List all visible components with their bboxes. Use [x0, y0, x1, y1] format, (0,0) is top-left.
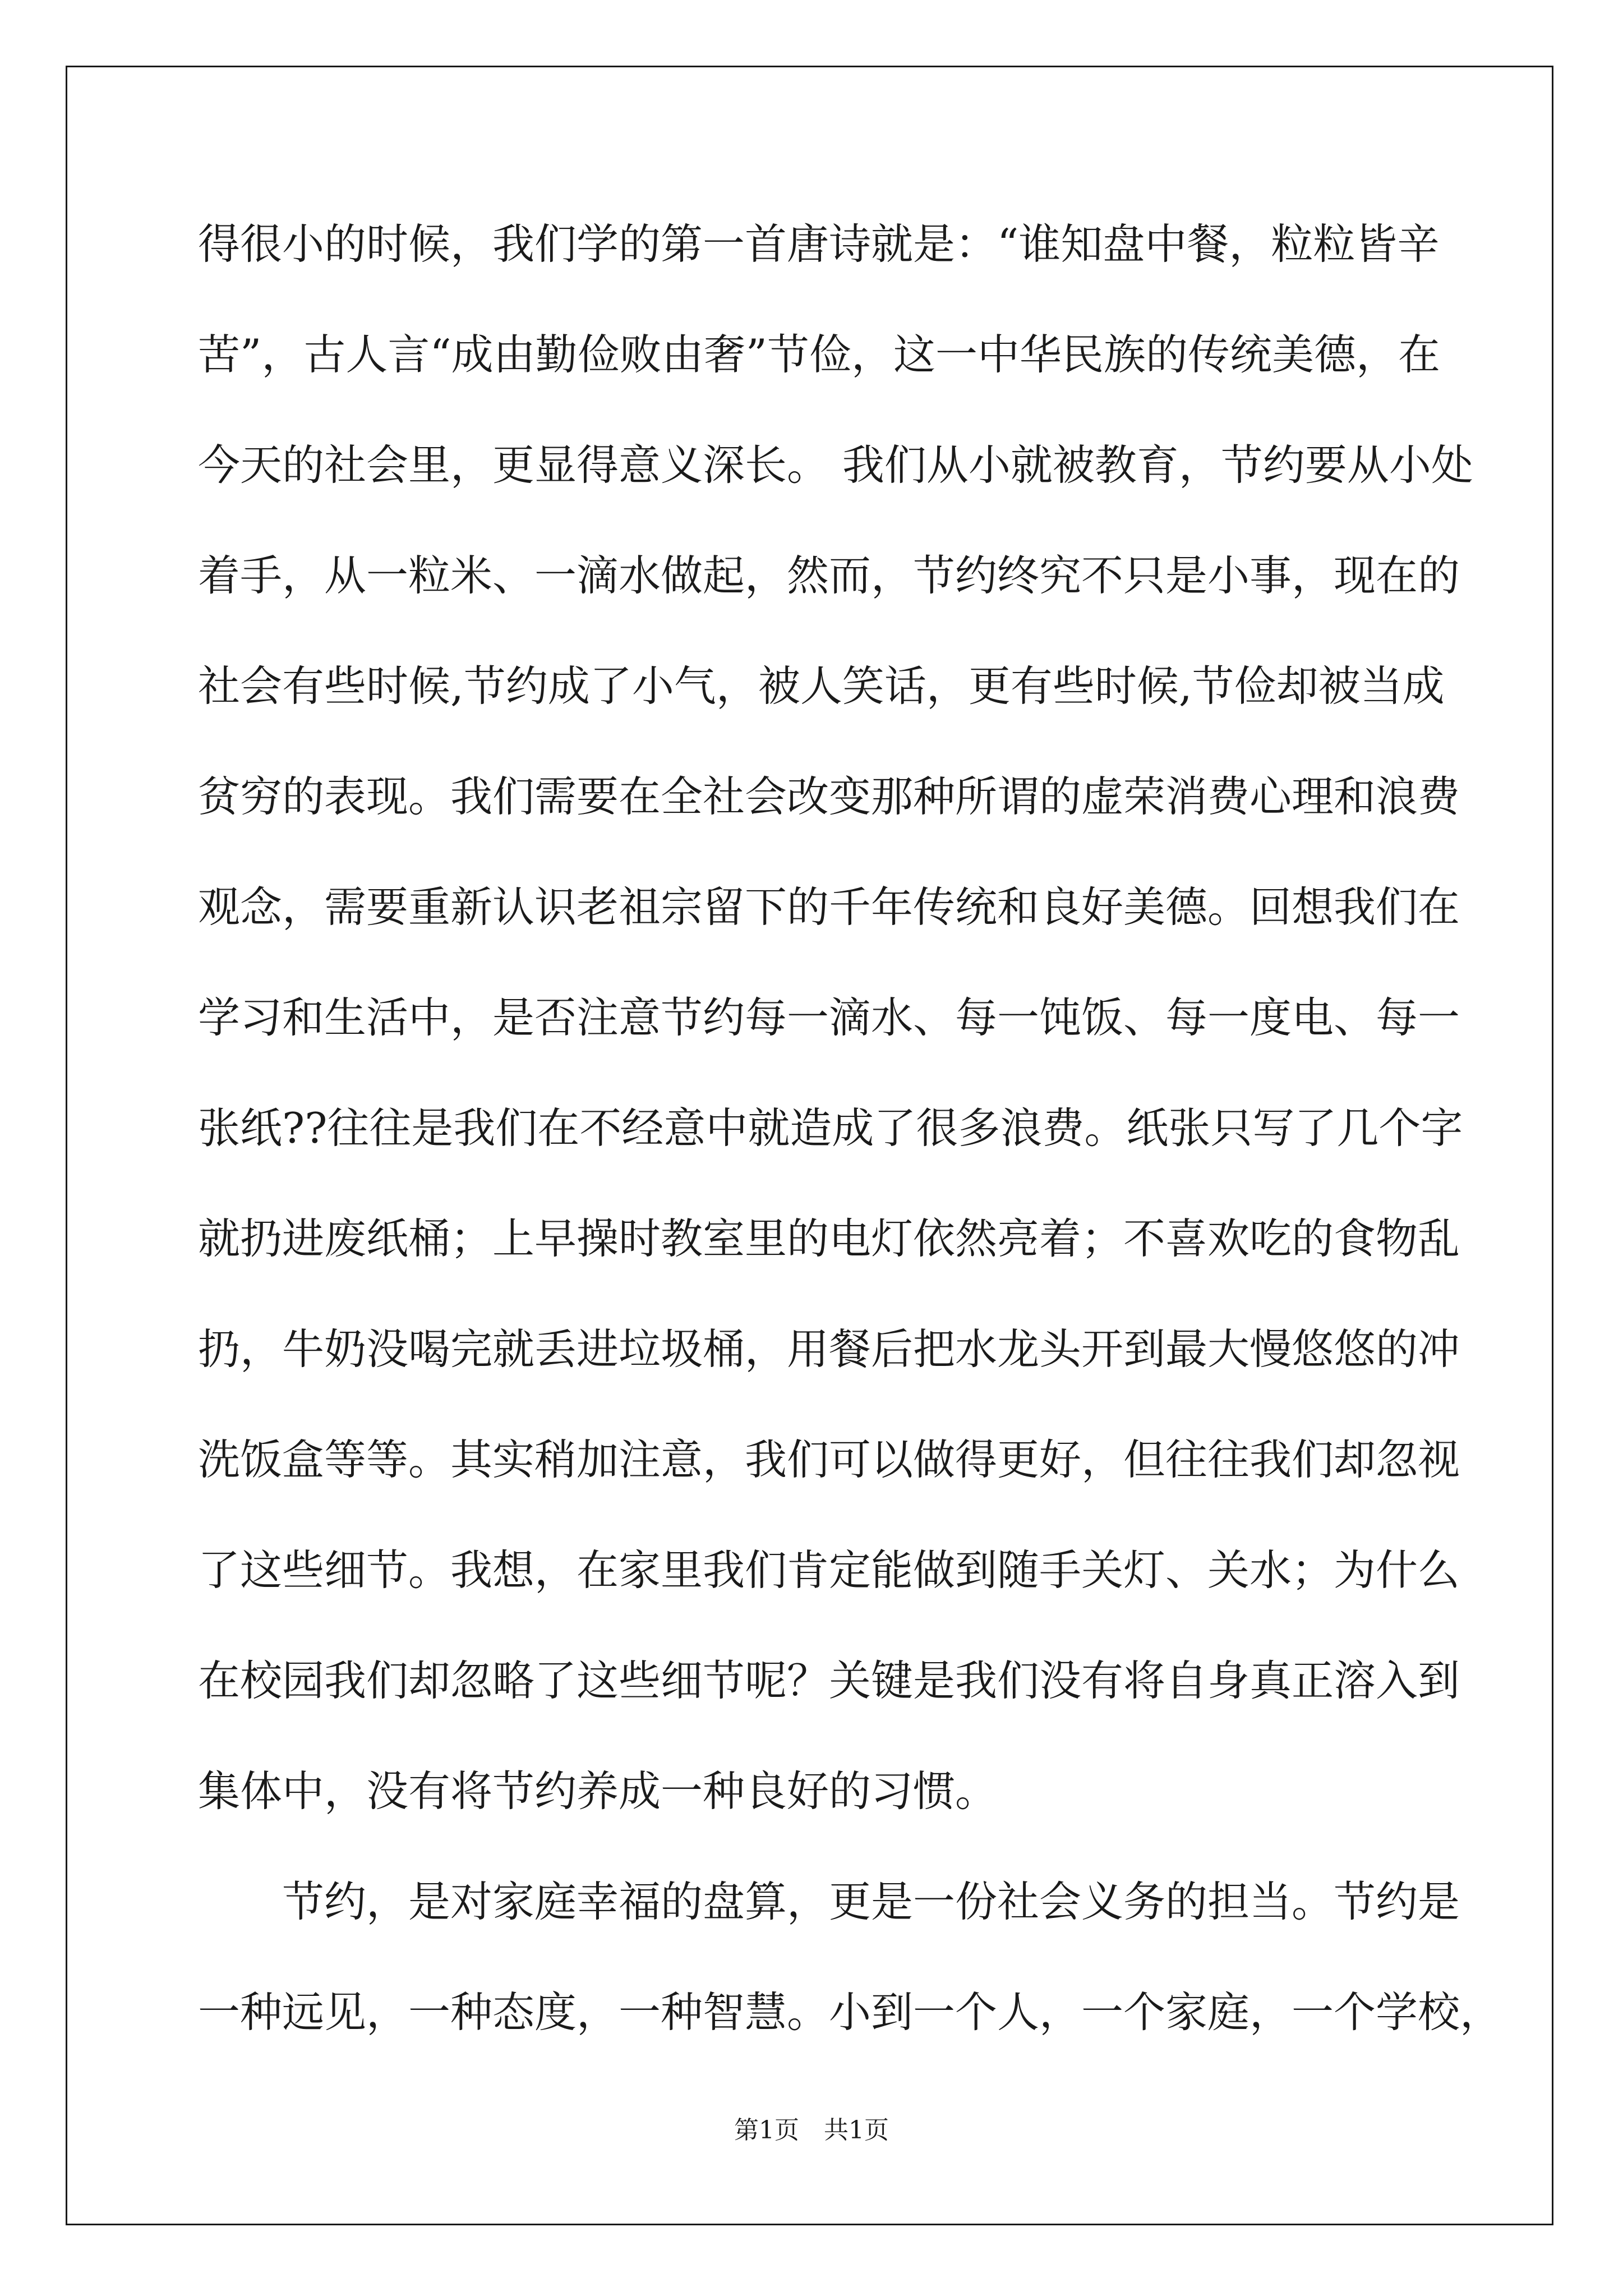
text-line: 一种远见，一种态度，一种智慧。小到一个人，一个家庭，一个学校，: [198, 1987, 1502, 2037]
text-line: 苦”，古人言“成由勤俭败由奢”节俭，这一中华民族的传统美德，在: [198, 330, 1441, 379]
page-number-footer: 第1页 共1页: [734, 2116, 889, 2145]
text-line: 观念，需要重新认识老祖宗留下的千年传统和良好美德。回想我们在: [198, 882, 1460, 932]
text-line: 在校园我们却忽略了这些细节呢？关键是我们没有将自身真正溶入到: [198, 1656, 1460, 1705]
text-line: 了这些细节。我想，在家里我们肯定能做到随手关灯、关水；为什么: [198, 1545, 1460, 1595]
text-line: 张纸??往往是我们在不经意中就造成了很多浪费。纸张只写了几个字: [198, 1103, 1463, 1153]
text-line: 今天的社会里，更显得意义深长。 我们从小就被教育，节约要从小处: [198, 440, 1473, 490]
text-line: 就扔进废纸桶；上早操时教室里的电灯依然亮着；不喜欢吃的食物乱: [198, 1214, 1460, 1263]
text-line: 贫穷的表现。我们需要在全社会改变那种所谓的虚荣消费心理和浪费: [198, 772, 1460, 821]
paragraph-start-line: 节约，是对家庭幸福的盘算，更是一份社会义务的担当。节约是: [198, 1877, 1460, 1926]
text-line: 社会有些时候,节约成了小气，被人笑话，更有些时候,节俭却被当成: [198, 661, 1445, 711]
text-line: 着手，从一粒米、一滴水做起，然而，节约终究不只是小事，现在的: [198, 551, 1460, 600]
text-line: 扔，牛奶没喝完就丢进垃圾桶，用餐后把水龙头开到最大慢悠悠的冲: [198, 1324, 1460, 1374]
text-line: 洗饭盒等等。其实稍加注意，我们可以做得更好，但往往我们却忽视: [198, 1435, 1460, 1484]
text-line: 集体中，没有将节约养成一种良好的习惯。: [198, 1766, 998, 1816]
text-line: 得很小的时候，我们学的第一首唐诗就是：“谁知盘中餐，粒粒皆辛: [198, 219, 1440, 269]
text-line: 学习和生活中，是否注意节约每一滴水、每一饨饭、每一度电、每一: [198, 993, 1460, 1042]
